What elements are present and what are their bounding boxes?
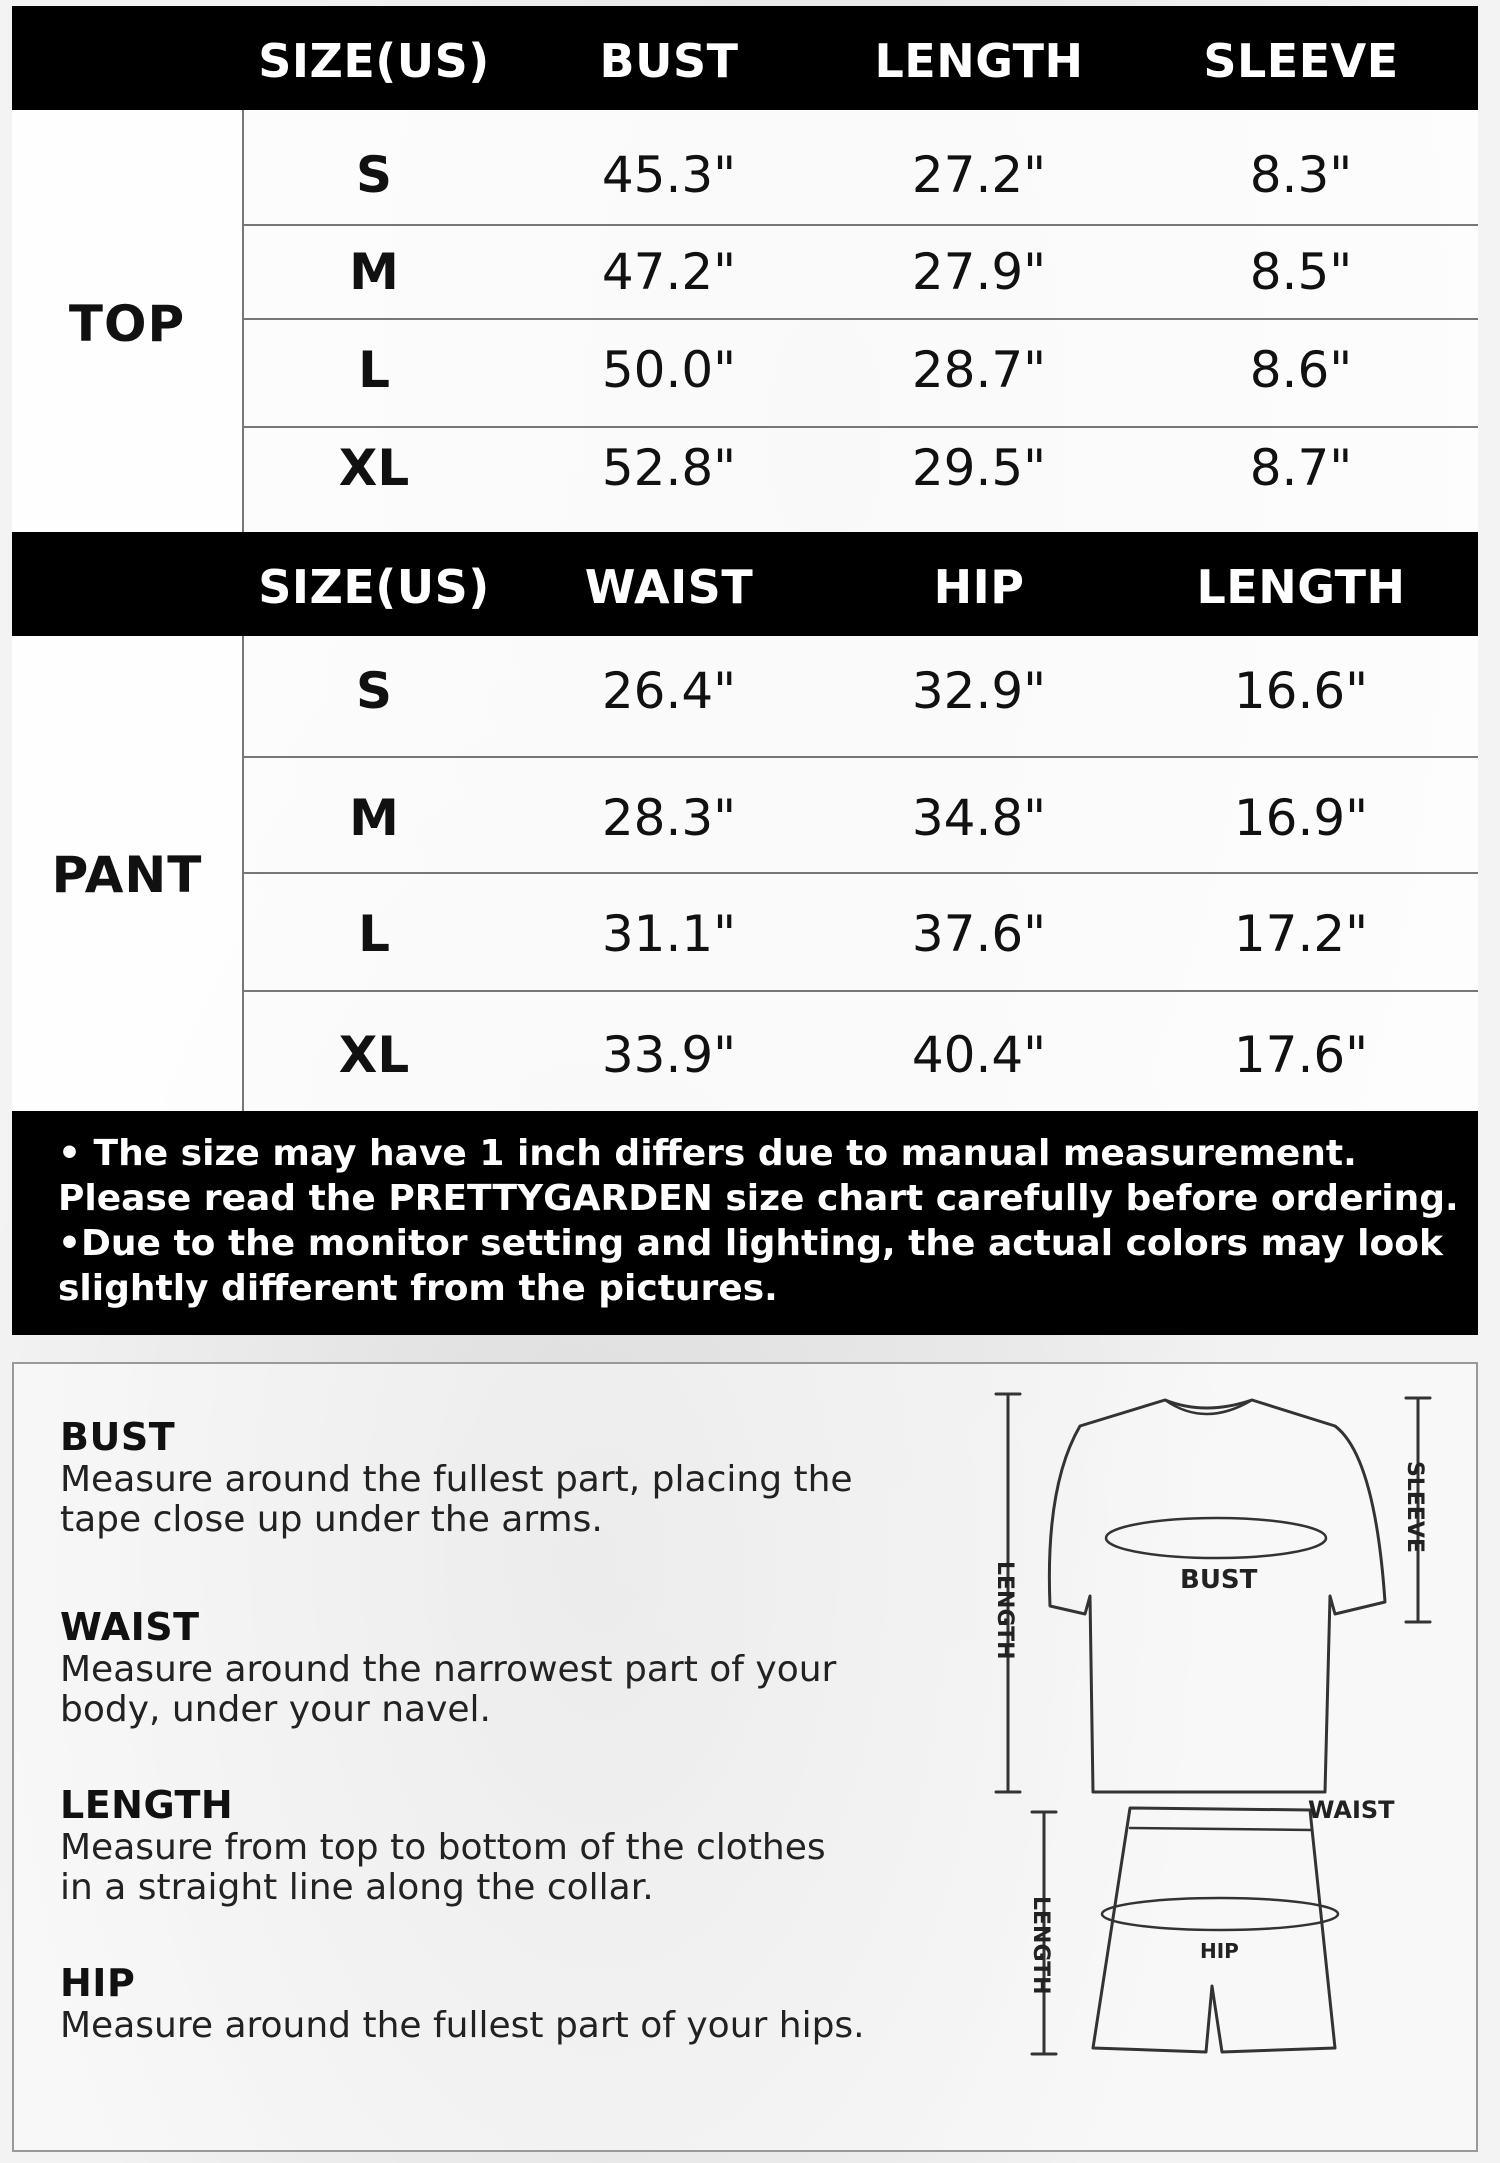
note-line: •Due to the monitor setting and lighting, the actual colors may look xyxy=(58,1223,1443,1264)
header-size: SIZE(US) xyxy=(258,560,490,614)
garment-diagram xyxy=(990,1386,1440,2106)
header-sleeve: SLEEVE xyxy=(1203,34,1399,88)
size-cell: XL xyxy=(338,1026,410,1084)
waist-label: WAIST xyxy=(1308,1796,1395,1824)
length-cell: 27.9" xyxy=(911,243,1047,301)
pant-size-table xyxy=(12,532,1478,1111)
sleeve-cell: 8.3" xyxy=(1249,146,1353,204)
table-row xyxy=(244,636,1478,758)
bust-cell: 47.2" xyxy=(601,243,737,301)
header-hip: HIP xyxy=(933,560,1025,614)
bust-label: BUST xyxy=(1180,1565,1258,1595)
hip-cell: 34.8" xyxy=(911,789,1047,847)
header-waist: WAIST xyxy=(584,560,754,614)
guide-item-length xyxy=(60,1782,980,1908)
guide-line: in a straight line along the collar. xyxy=(60,1867,654,1908)
hip-ellipse xyxy=(1102,1898,1338,1930)
length-cell: 17.2" xyxy=(1233,905,1369,963)
length-cell: 27.2" xyxy=(911,146,1047,204)
length-cell: 16.6" xyxy=(1233,662,1369,720)
pant-section-label: PANT xyxy=(51,846,203,904)
table-row xyxy=(244,110,1478,226)
waist-cell: 31.1" xyxy=(601,905,737,963)
length-cell: 29.5" xyxy=(911,439,1047,497)
guide-line: Measure from top to bottom of the clothes xyxy=(60,1827,826,1868)
guide-title: BUST xyxy=(60,1415,176,1459)
guide-title: HIP xyxy=(60,1961,136,2005)
header-bust: BUST xyxy=(599,34,739,88)
header-length: LENGTH xyxy=(1196,560,1406,614)
guide-item-hip xyxy=(60,1960,980,2046)
size-cell: M xyxy=(349,789,399,847)
hip-cell: 37.6" xyxy=(911,905,1047,963)
shorts-waistband xyxy=(1130,1828,1312,1830)
pant-table-header xyxy=(12,532,1478,636)
length-label-top: LENGTH xyxy=(992,1561,1017,1660)
guide-item-bust xyxy=(60,1414,980,1540)
top-section-label: TOP xyxy=(68,295,186,353)
bust-ellipse xyxy=(1106,1518,1326,1558)
size-cell: S xyxy=(355,662,392,720)
table-row xyxy=(244,226,1478,320)
waist-cell: 33.9" xyxy=(601,1026,737,1084)
hip-cell: 32.9" xyxy=(911,662,1047,720)
table-row xyxy=(244,874,1478,992)
bust-cell: 50.0" xyxy=(601,341,737,399)
table-row xyxy=(244,320,1478,428)
size-cell: M xyxy=(349,243,399,301)
bust-cell: 45.3" xyxy=(601,146,737,204)
guide-line: body, under your navel. xyxy=(60,1689,491,1730)
pant-section-cell xyxy=(12,636,244,1111)
length-cell: 16.9" xyxy=(1233,789,1369,847)
table-row xyxy=(244,428,1478,532)
size-cell: L xyxy=(358,905,390,963)
notes-box xyxy=(12,1111,1478,1335)
waist-cell: 26.4" xyxy=(601,662,737,720)
length-cell: 28.7" xyxy=(911,341,1047,399)
length-cell: 17.6" xyxy=(1233,1026,1369,1084)
header-size: SIZE(US) xyxy=(258,34,490,88)
size-cell: XL xyxy=(338,439,410,497)
note-line: slightly different from the pictures. xyxy=(58,1268,778,1309)
note-line: Please read the PRETTYGARDEN size chart carefully before ordering. xyxy=(58,1178,1459,1219)
hip-cell: 40.4" xyxy=(911,1026,1047,1084)
bust-cell: 52.8" xyxy=(601,439,737,497)
sleeve-cell: 8.7" xyxy=(1249,439,1353,497)
top-table-header xyxy=(12,6,1478,110)
guide-line: Measure around the fullest part of your hips. xyxy=(60,2005,865,2046)
table-row xyxy=(244,992,1478,1111)
sleeve-cell: 8.5" xyxy=(1249,243,1353,301)
guide-line: Measure around the fullest part, placing the xyxy=(60,1459,853,1500)
table-row xyxy=(244,758,1478,874)
guide-line: tape close up under the arms. xyxy=(60,1499,603,1540)
sleeve-label: SLEEVE xyxy=(1402,1461,1427,1553)
size-cell: L xyxy=(358,341,390,399)
waist-cell: 28.3" xyxy=(601,789,737,847)
guide-title: LENGTH xyxy=(60,1783,234,1827)
sleeve-cell: 8.6" xyxy=(1249,341,1353,399)
guide-title: WAIST xyxy=(60,1605,200,1649)
hip-label: HIP xyxy=(1200,1939,1239,1963)
top-size-table xyxy=(12,6,1478,532)
size-cell: S xyxy=(355,146,392,204)
note-line: • The size may have 1 inch differs due to manual measurement. xyxy=(58,1133,1357,1174)
guide-item-waist xyxy=(60,1604,980,1730)
length-label-pant: LENGTH xyxy=(1028,1896,1053,1995)
top-section-cell xyxy=(12,110,244,532)
guide-line: Measure around the narrowest part of your xyxy=(60,1649,837,1690)
header-length: LENGTH xyxy=(874,34,1084,88)
tshirt-outline xyxy=(1049,1400,1385,1792)
